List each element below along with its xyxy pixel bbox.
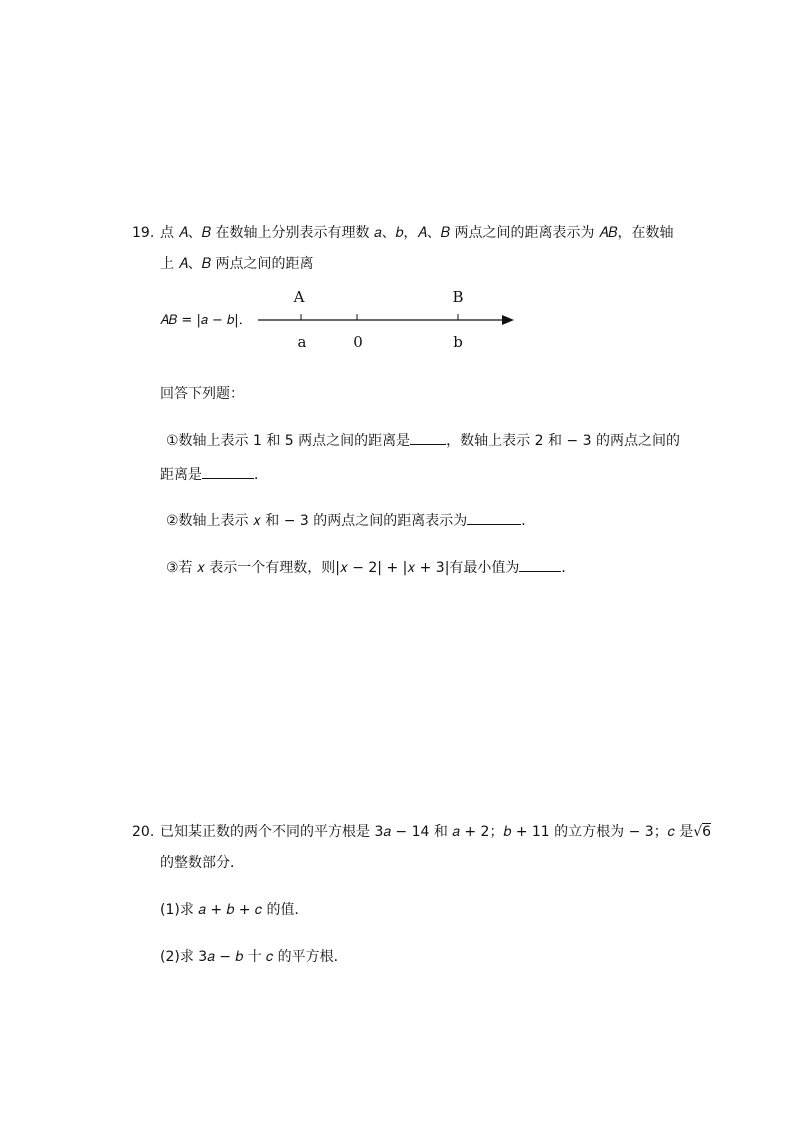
q19-part1-text-c: 距离是 bbox=[160, 467, 202, 483]
q19-part2 bbox=[166, 510, 535, 531]
answer-blank-2[interactable] bbox=[202, 464, 254, 479]
q19-statement-line2: 上 𝐴、𝐵 两点之间的距离 bbox=[160, 256, 314, 272]
q19-number: 19. bbox=[132, 225, 155, 241]
sqrt-symbol: √ bbox=[693, 824, 703, 840]
q19-part3-end: ． bbox=[561, 560, 576, 576]
q19-part1-text-a: ①数轴上表示 1 和 5 两点之间的距离是 bbox=[166, 433, 411, 449]
q19-part1-line1 bbox=[166, 430, 680, 451]
q20-part1: (1)求 𝑎 + 𝑏 + 𝑐 的值． bbox=[160, 902, 309, 918]
label-b: b bbox=[453, 333, 463, 351]
q19-part3 bbox=[166, 557, 575, 578]
q20-statement-line1 bbox=[160, 822, 711, 842]
label-point-B: B bbox=[452, 288, 464, 306]
q20-line1-text: 已知某正数的两个不同的平方根是 3𝑎 − 14 和 𝑎 + 2；𝑏 + 11 的立方根为 − 3；𝑐 是 bbox=[160, 824, 694, 840]
answer-blank-1[interactable] bbox=[410, 430, 446, 445]
q20-statement-line2: 的整数部分． bbox=[160, 855, 244, 871]
number-line-diagram bbox=[250, 283, 525, 355]
label-point-A: A bbox=[293, 288, 305, 306]
q19-part1-line2 bbox=[160, 464, 268, 485]
sqrt-radicand: 6 bbox=[702, 824, 712, 840]
number-line-arrowhead bbox=[502, 315, 514, 325]
q19-part2-end: ． bbox=[521, 513, 536, 529]
q20-number: 20. bbox=[132, 824, 155, 840]
answer-blank-3[interactable] bbox=[467, 510, 521, 525]
answer-blank-4[interactable] bbox=[519, 557, 561, 572]
q19-prompt: 回答下列题： bbox=[160, 386, 244, 402]
q19-part1-text-b: ，数轴上表示 2 和 − 3 的两点之间的 bbox=[446, 433, 680, 449]
q19-distance-formula: 𝐴𝐵 = |𝑎 − 𝑏|． bbox=[160, 313, 252, 328]
label-zero: 0 bbox=[353, 333, 363, 351]
q20-part2: (2)求 3𝑎 − 𝑏 十 𝑐 的平方根． bbox=[160, 949, 348, 965]
label-a: a bbox=[297, 333, 307, 351]
q19-part3-text: ③若 𝑥 表示一个有理数，则|𝑥 − 2| + |𝑥 + 3|有最小值为 bbox=[166, 560, 520, 576]
q19-part2-text: ②数轴上表示 𝑥 和 − 3 的两点之间的距离表示为 bbox=[166, 513, 468, 529]
q19-part1-end: ． bbox=[254, 467, 268, 483]
q19-statement-line1: 点 𝐴、𝐵 在数轴上分别表示有理数 𝑎、𝑏，𝐴、𝐵 两点之间的距离表示为 𝐴𝐵，在数轴 bbox=[160, 225, 674, 241]
